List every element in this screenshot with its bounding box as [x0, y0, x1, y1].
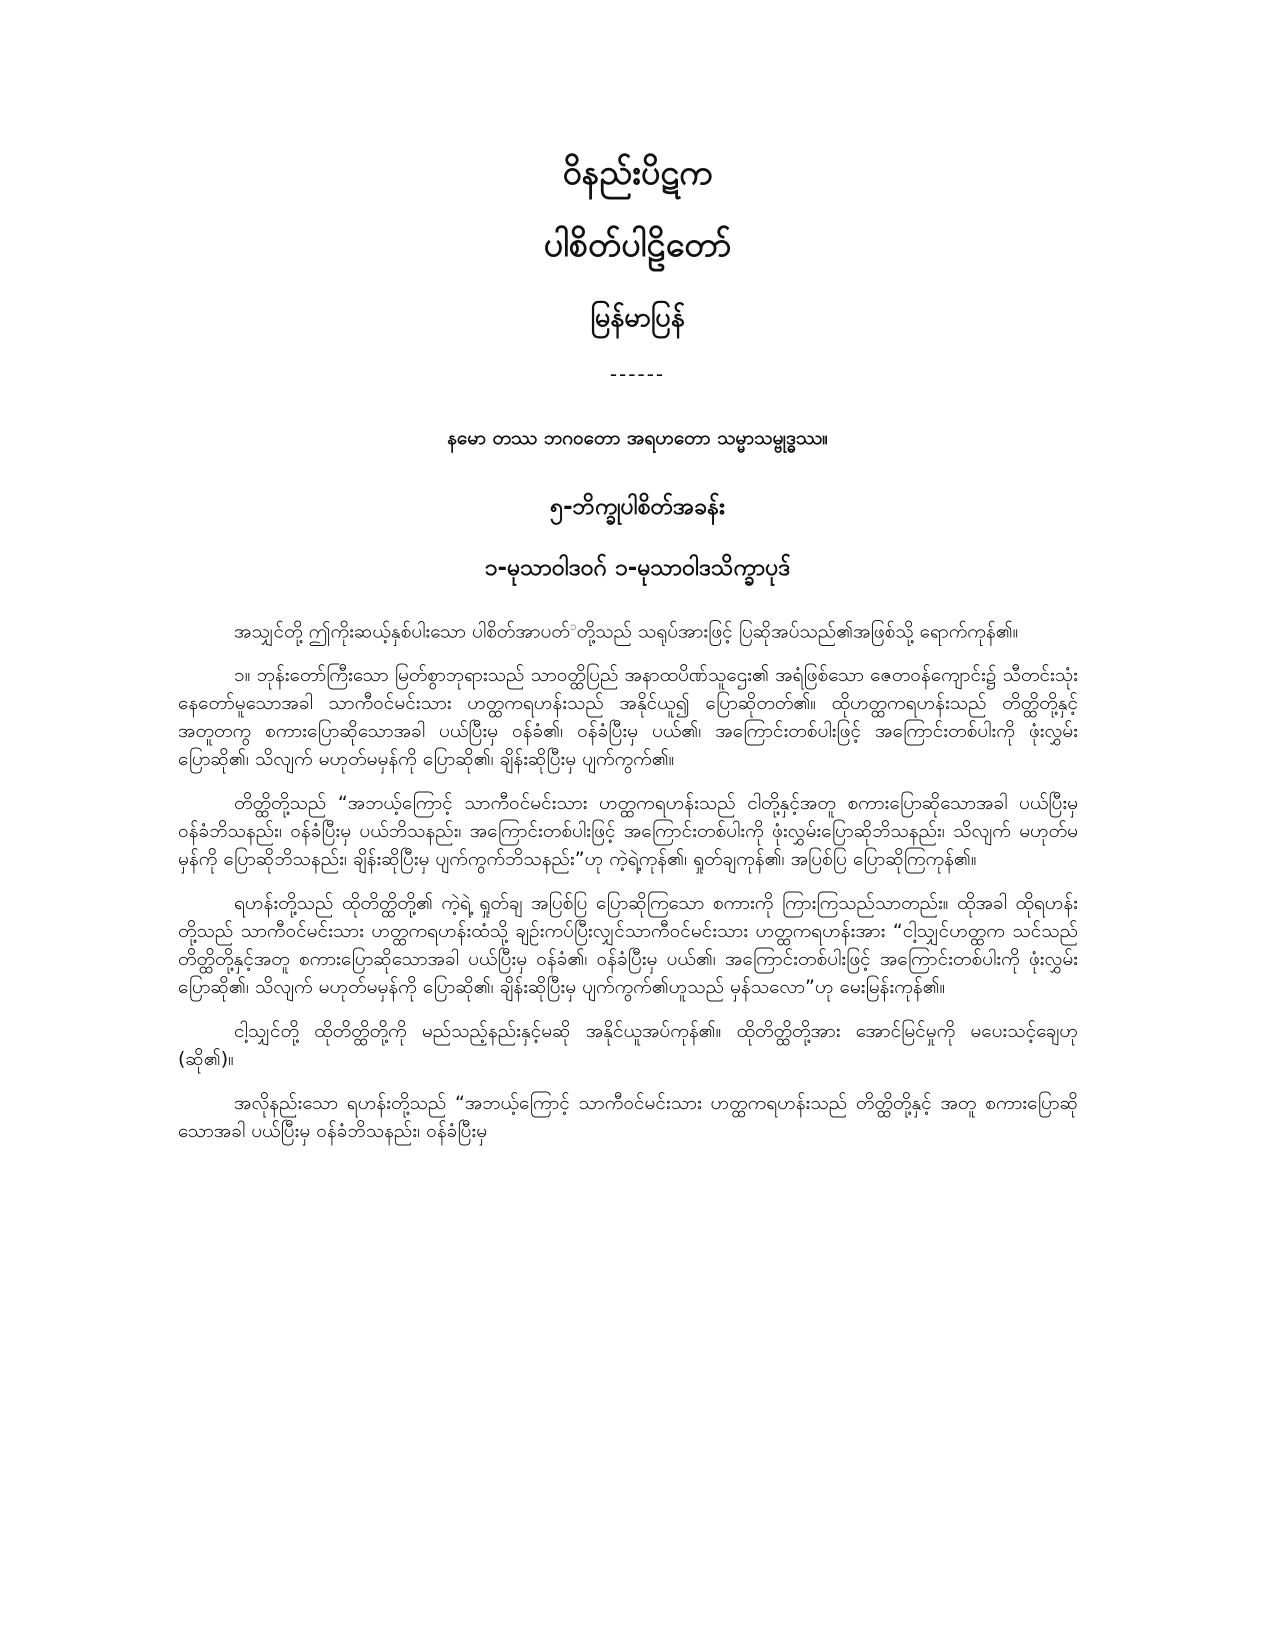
intro-text-continued: တို့သည် သရုပ်အားဖြင့် ပြဆိုအပ်သည်၏အဖြစ်သို့ ရောက်ကုန်၏။ [576, 620, 1019, 643]
homage-line: နမော တဿ ဘဂဝတော အရဟတော သမ္မာသမ္ဗုဒ္ဓဿ။ [447, 427, 828, 449]
footnote-marker[interactable]: ၁ [569, 619, 577, 633]
paragraph-4: ငါ့သျှင်တို့ ထိုတိတ္ထိတို့ကို မည်သည့်နည်းနှင့်မဆို အနိုင်ယူအပ်ကုန်၏။ ထိုတိတ္ထိတို့အား အောင်မြင်မှုကို မပေးသင့်ချေဟု (ဆို၏)။ [178, 1020, 1078, 1071]
body-text [178, 612, 1078, 1161]
pitaka-title: ဝိနည်းပိဋက [562, 153, 713, 193]
book-title: ပါစိတ်ပါဠိတော် [543, 225, 732, 265]
intro-paragraph [178, 612, 1078, 645]
paragraph-2: တိတ္ထိတို့သည် “အဘယ့်ကြောင့် သာကီဝင်မင်းသား ဟတ္ထကရဟန်းသည် ငါတို့နှင့်အတူ စကားပြောဆိုသောအခါ ပယ်ပြီးမှ ဝန်ခံဘိသနည်း၊ ဝန်ခံပြီးမှ ပယ်ဘိသနည်း၊ အကြောင်းတစ်ပါးဖြင့် အကြောင်းတစ်ပါးကို ဖုံးလွှမ်းပြောဆိုဘိသနည်း၊ သိလျက် မဟုတ်မမှန်ကို ပြောဆိုဘိသနည်း၊ ချိန်းဆိုပြီးမှ ပျက်ကွက်ဘိသနည်း”ဟု ကဲ့ရဲ့ကုန်၏၊ ရှုတ်ချကုန်၏၊ အပြစ်ပြ ပြောဆိုကြကုန်၏။ [178, 792, 1078, 871]
section-heading: ၅-ဘိက္ခုပါစိတ်အခန်း [550, 494, 725, 520]
title-separator: ------ [609, 362, 666, 386]
language-subtitle: မြန်မာပြန် [590, 302, 685, 333]
chapter-heading: ၁-မုသာဝါဒဝဂ် ၁-မုသာဝါဒသိက္ခာပုဒ် [484, 555, 791, 581]
intro-text: အသျှင်တို့ ဤကိုးဆယ့်နှစ်ပါးသော ပါစိတ်အာပတ် [234, 620, 570, 643]
paragraph-3: ရဟန်းတို့သည် ထိုတိတ္ထိတို့၏ ကဲ့ရဲ့ ရှုတ်ချ အပြစ်ပြ ပြောဆိုကြသော စကားကို ကြားကြသည်သာတည်း။ ထိုအခါ ထိုရဟန်းတို့သည် သာကီဝင်မင်းသား ဟတ္ထကရဟန်းထံသို့ ချဉ်းကပ်ပြီးလျှင်သာကီဝင်မင်းသား ဟတ္ထကရဟန်းအား “ငါ့သျှင်ဟတ္ထက သင်သည် တိတ္ထိတို့နှင့်အတူ စကားပြောဆိုသောအခါ ပယ်ပြီးမှ ဝန်ခံ၏၊ ဝန်ခံပြီးမှ ပယ်၏၊ အကြောင်းတစ်ပါးဖြင့် အကြောင်းတစ်ပါးကို ဖုံးလွှမ်းပြောဆို၏၊ သိလျက် မဟုတ်မမှန်ကို ပြောဆို၏၊ ချိန်းဆိုပြီးမှ ပျက်ကွက်၏ဟူသည် မှန်သလော”ဟု မေးမြန်းကုန်၏။ [178, 892, 1078, 999]
paragraph-5: အလိုနည်းသော ရဟန်းတို့သည် “အဘယ့်ကြောင့် သာကီဝင်မင်းသား ဟတ္ထကရဟန်းသည် တိတ္ထိတို့နှင့် အတူ စကားပြောဆိုသောအခါ ပယ်ပြီးမှ ဝန်ခံဘိသနည်း၊ ဝန်ခံပြီးမှ [178, 1092, 1078, 1143]
paragraph-1: ၁။ ဘုန်းတော်ကြီးသော မြတ်စွာဘုရားသည် သာဝတ္ထိပြည် အနာထပိဏ်သူဌေး၏ အရံဖြစ်သော ဇေတဝန်ကျောင်း၌ သီတင်းသုံးနေတော်မူသောအခါ သာကီဝင်မင်းသား ဟတ္ထကရဟန်းသည် အနိုင်ယူ၍ ပြောဆိုတတ်၏။ ထိုဟတ္ထကရဟန်းသည် တိတ္ထိတို့နှင့် အတူတကွ စကားပြောဆိုသောအခါ ပယ်ပြီးမှ ဝန်ခံ၏၊ ဝန်ခံပြီးမှ ပယ်၏၊ အကြောင်းတစ်ပါးဖြင့် အကြောင်းတစ်ပါးကို ဖုံးလွှမ်းပြောဆို၏၊ သိလျက် မဟုတ်မမှန်ကို ပြောဆို၏၊ ချိန်းဆိုပြီးမှ ပျက်ကွက်၏။ [178, 664, 1078, 771]
